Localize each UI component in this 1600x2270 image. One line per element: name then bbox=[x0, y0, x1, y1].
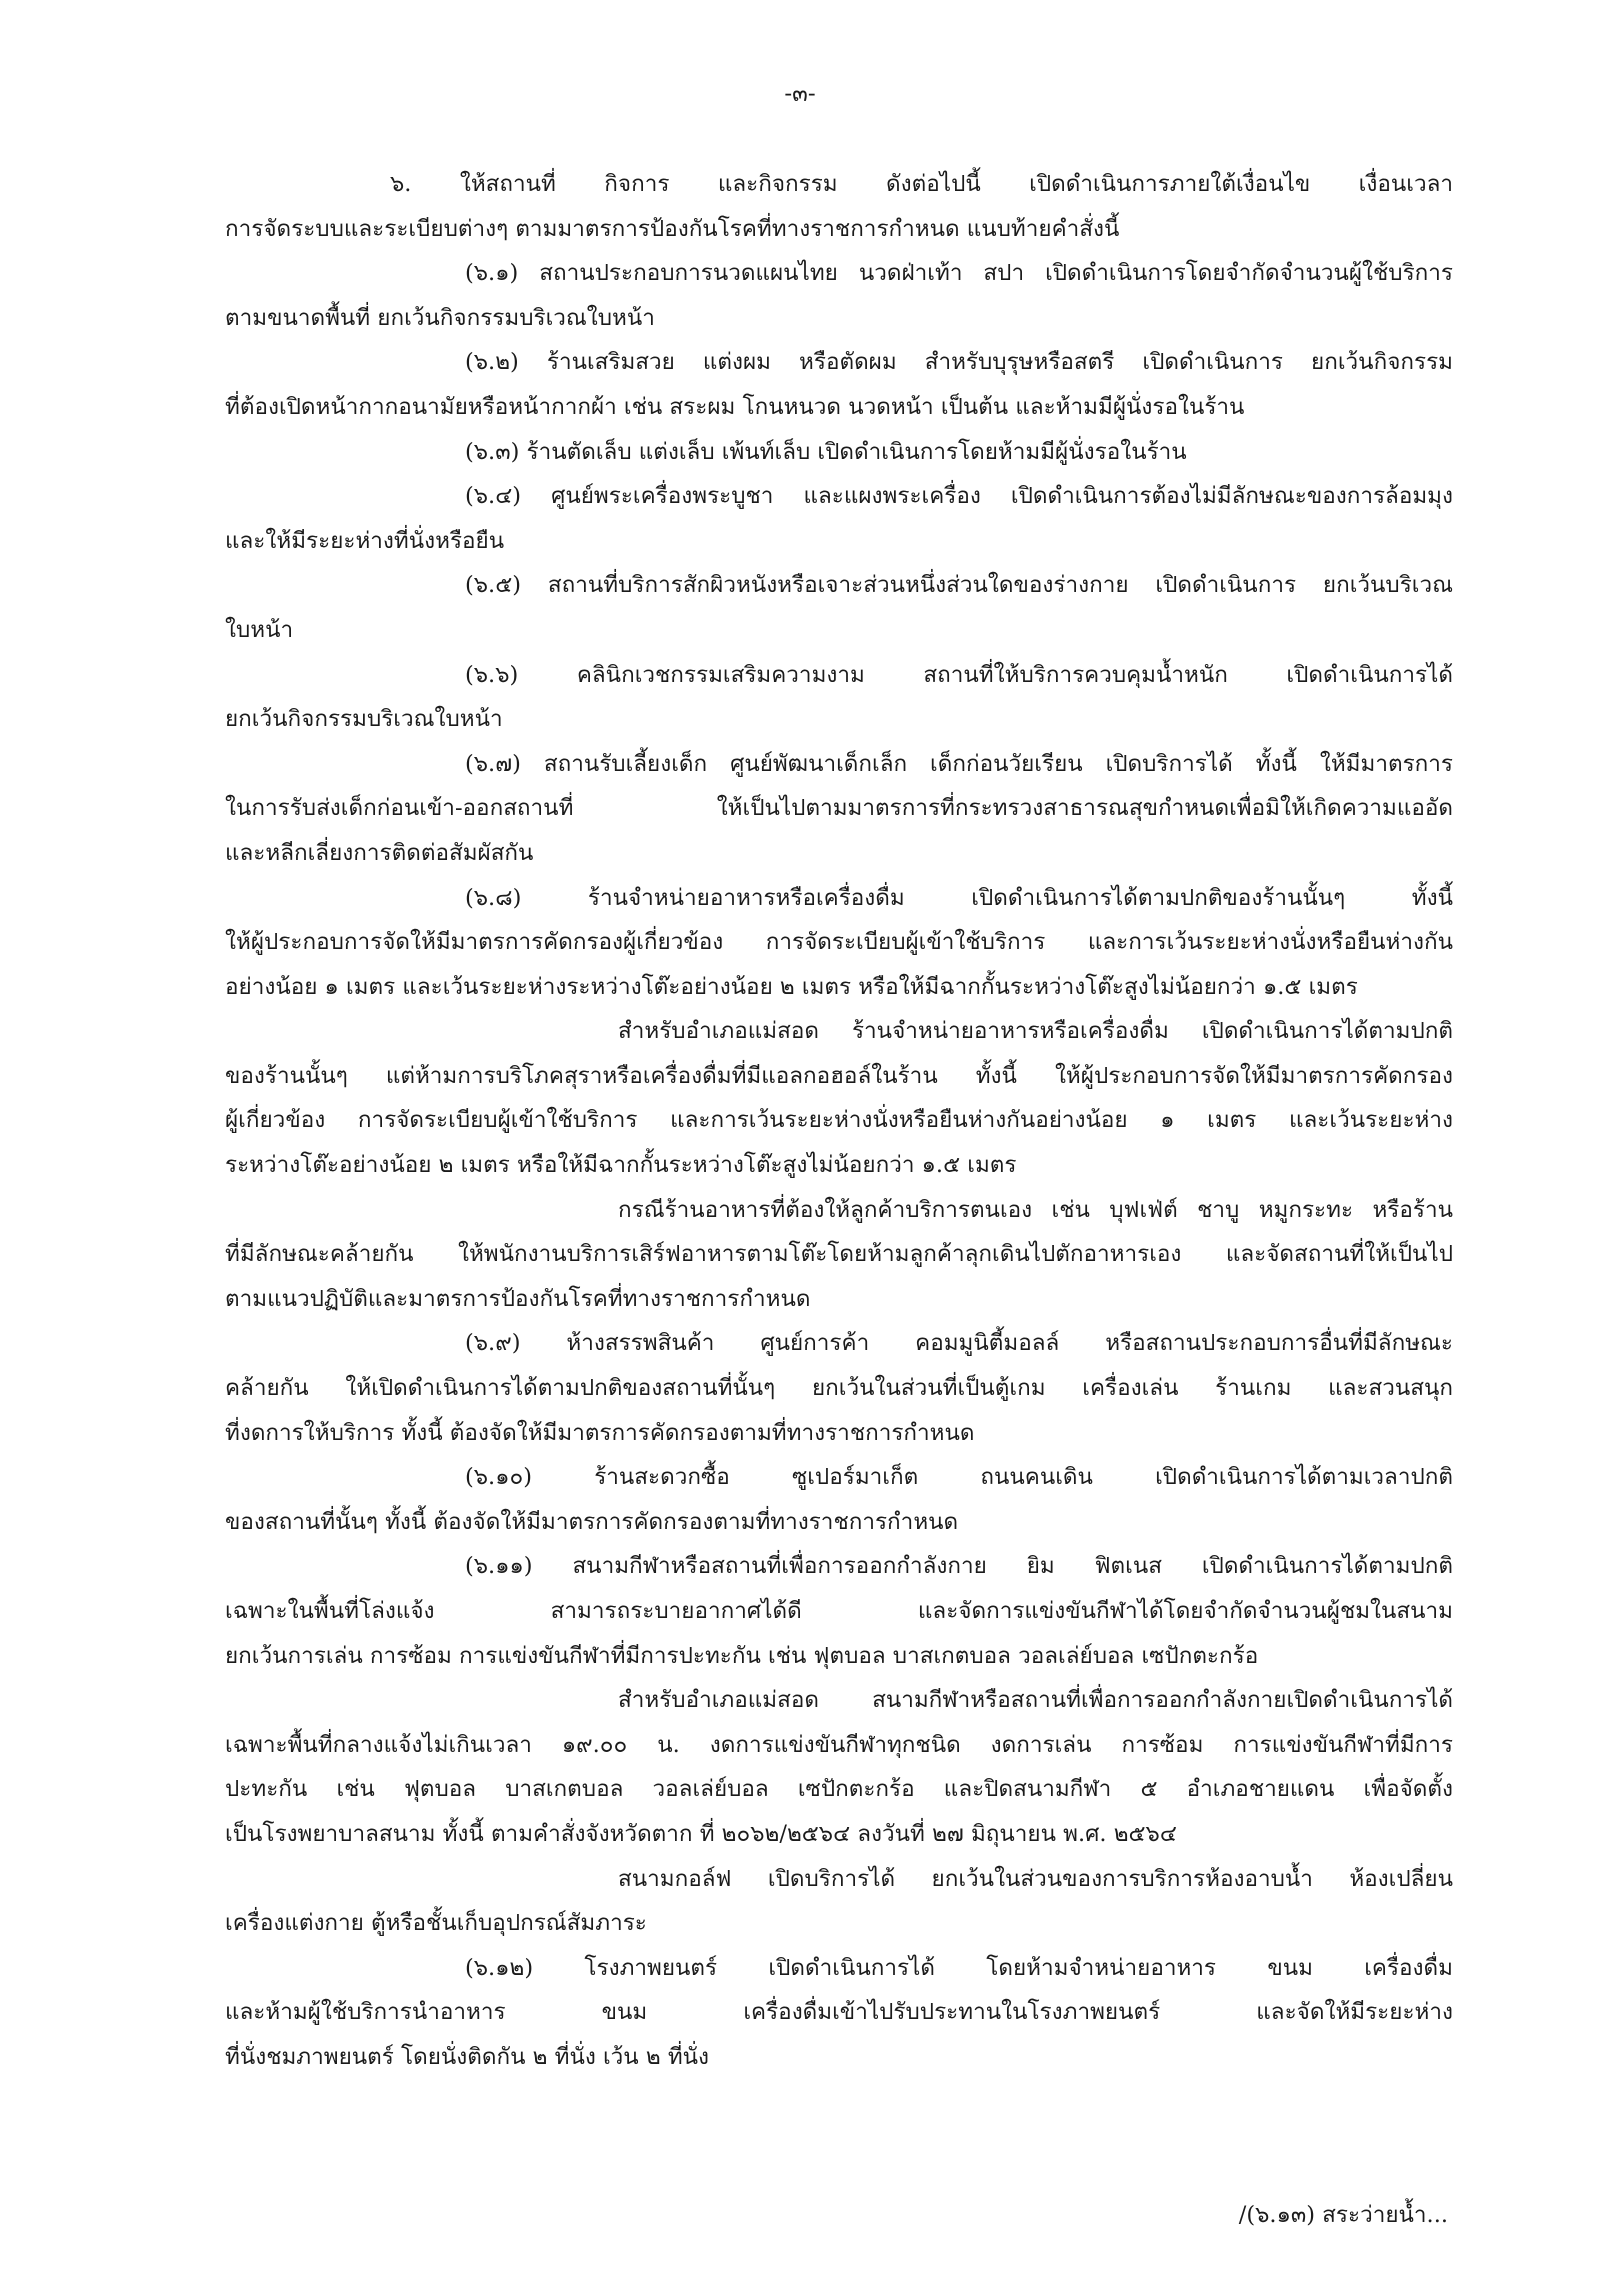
text-line: ที่ต้องเปิดหน้ากากอนามัยหรือหน้ากากผ้า เช่น สระผม โกนหนวด นวดหน้า เป็นต้น และห้ามมีผู้นั่งรอในร้าน bbox=[225, 393, 1245, 420]
text-line: ที่นั่งชมภาพยนตร์ โดยนั่งติดกัน ๒ ที่นั่ง เว้น ๒ ที่นั่ง bbox=[225, 2043, 710, 2070]
text-line: (๖.๓) ร้านตัดเล็บ แต่งเล็บ เพ้นท์เล็บ เปิดดำเนินการโดยห้ามมีผู้นั่งรอในร้าน bbox=[465, 438, 1187, 465]
text-line: (๖.๑๑) สนามกีฬาหรือสถานที่เพื่อการออกกำลังกาย ยิม ฟิตเนส เปิดดำเนินการได้ตามปกติ bbox=[465, 1553, 1453, 1580]
text-line: ตามขนาดพื้นที่ ยกเว้นกิจกรรมบริเวณใบหน้า bbox=[225, 304, 655, 331]
text-line: และหลีกเลี่ยงการติดต่อสัมผัสกัน bbox=[225, 839, 534, 866]
document-body bbox=[225, 162, 1453, 2080]
text-line: (๖.๑๐) ร้านสะดวกซื้อ ซูเปอร์มาเก็ต ถนนคนเดิน เปิดดำเนินการได้ตามเวลาปกติ bbox=[465, 1464, 1453, 1491]
continuation-marker: /(๖.๑๓) สระว่ายน้ำ... bbox=[1238, 2202, 1448, 2228]
text-line: เฉพาะพื้นที่กลางแจ้งไม่เกินเวลา ๑๙.๐๐ น. งดการแข่งขันกีฬาทุกชนิด งดการเล่น การซ้อม การแข่งขันกีฬาที่มีการ bbox=[225, 1731, 1453, 1758]
text-line: (๖.๒) ร้านเสริมสวย แต่งผม หรือตัดผม สำหรับบุรุษหรือสตรี เปิดดำเนินการ ยกเว้นกิจกรรม bbox=[465, 349, 1453, 376]
text-line: ของสถานที่นั้นๆ ทั้งนี้ ต้องจัดให้มีมาตรการคัดกรองตามที่ทางราชการกำหนด bbox=[225, 1508, 959, 1535]
text-line: (๖.๙) ห้างสรรพสินค้า ศูนย์การค้า คอมมูนิตี้มอลล์ หรือสถานประกอบการอื่นที่มีลักษณะ bbox=[465, 1330, 1453, 1357]
text-line: ใบหน้า bbox=[225, 616, 294, 643]
text-line: ที่งดการให้บริการ ทั้งนี้ ต้องจัดให้มีมาตรการคัดกรองตามที่ทางราชการกำหนด bbox=[225, 1419, 975, 1446]
text-line: เป็นโรงพยาบาลสนาม ทั้งนี้ ตามคำสั่งจังหวัดตาก ที่ ๒๐๖๒/๒๕๖๔ ลงวันที่ ๒๗ มิถุนายน พ.ศ. ๒๕๖๔ bbox=[225, 1820, 1177, 1847]
text-line: ในการรับส่งเด็กก่อนเข้า-ออกสถานที่ ให้เป็นไปตามมาตรการที่กระทรวงสาธารณสุขกำหนดเพื่อมิให้เกิดความแออัด bbox=[225, 795, 1453, 822]
text-line: คล้ายกัน ให้เปิดดำเนินการได้ตามปกติของสถานที่นั้นๆ ยกเว้นในส่วนที่เป็นตู้เกม เครื่องเล่น ร้านเกม และสวนสนุก bbox=[225, 1375, 1453, 1402]
text-line: ให้ผู้ประกอบการจัดให้มีมาตรการคัดกรองผู้เกี่ยวข้อง การจัดระเบียบผู้เข้าใช้บริการ และการเว้นระยะห่างนั่งหรือยืนห่างกัน bbox=[225, 929, 1453, 956]
text-line: ยกเว้นกิจกรรมบริเวณใบหน้า bbox=[225, 706, 503, 733]
text-line: (๖.๑) สถานประกอบการนวดแผนไทย นวดฝ่าเท้า สปา เปิดดำเนินการโดยจำกัดจำนวนผู้ใช้บริการ bbox=[465, 260, 1453, 287]
text-line: ระหว่างโต๊ะอย่างน้อย ๒ เมตร หรือให้มีฉากกั้นระหว่างโต๊ะสูงไม่น้อยกว่า ๑.๕ เมตร bbox=[225, 1152, 1017, 1179]
text-line: สำหรับอำเภอแม่สอด ร้านจำหน่ายอาหารหรือเครื่องดื่ม เปิดดำเนินการได้ตามปกติ bbox=[618, 1018, 1453, 1045]
text-line: สำหรับอำเภอแม่สอด สนามกีฬาหรือสถานที่เพื่อการออกกำลังกายเปิดดำเนินการได้ bbox=[618, 1687, 1453, 1714]
text-line: ของร้านนั้นๆ แต่ห้ามการบริโภคสุราหรือเครื่องดื่มที่มีแอลกอฮอล์ในร้าน ทั้งนี้ ให้ผู้ประกอบการจัดให้มีมาตรการคัดกรอง bbox=[225, 1062, 1453, 1089]
text-line: (๖.๕) สถานที่บริการสักผิวหนังหรือเจาะส่วนหนึ่งส่วนใดของร่างกาย เปิดดำเนินการ ยกเว้นบริเวณ bbox=[465, 572, 1453, 599]
text-line: กรณีร้านอาหารที่ต้องให้ลูกค้าบริการตนเอง เช่น บุฟเฟ่ต์ ชาบู หมูกระทะ หรือร้าน bbox=[618, 1196, 1453, 1223]
text-line: การจัดระบบและระเบียบต่างๆ ตามมาตรการป้องกันโรคที่ทางราชการกำหนด แนบท้ายคำสั่งนี้ bbox=[225, 215, 1120, 242]
text-line: ยกเว้นการเล่น การซ้อม การแข่งขันกีฬาที่มีการปะทะกัน เช่น ฟุตบอล บาสเกตบอล วอลเล่ย์บอล เซปักตะกร้อ bbox=[225, 1642, 1259, 1669]
text-line: (๖.๑๒) โรงภาพยนตร์ เปิดดำเนินการได้ โดยห้ามจำหน่ายอาหาร ขนม เครื่องดื่ม bbox=[465, 1954, 1453, 1981]
text-line: ผู้เกี่ยวข้อง การจัดระเบียบผู้เข้าใช้บริการ และการเว้นระยะห่างนั่งหรือยืนห่างกันอย่างน้อย ๑ เมตร และเว้นระยะห่าง bbox=[225, 1107, 1453, 1134]
text-line: (๖.๖) คลินิกเวชกรรมเสริมความงาม สถานที่ให้บริการควบคุมน้ำหนัก เปิดดำเนินการได้ bbox=[465, 661, 1453, 688]
text-line: อย่างน้อย ๑ เมตร และเว้นระยะห่างระหว่างโต๊ะอย่างน้อย ๒ เมตร หรือให้มีฉากกั้นระหว่างโต๊ะสูงไม่น้อยกว่า ๑.๕ เมตร bbox=[225, 973, 1358, 1000]
page-number: -๓- bbox=[784, 81, 816, 107]
text-line: และให้มีระยะห่างที่นั่งหรือยืน bbox=[225, 527, 505, 554]
text-line: ๖. ให้สถานที่ กิจการ และกิจกรรม ดังต่อไปนี้ เปิดดำเนินการภายใต้เงื่อนไข เงื่อนเวลา bbox=[390, 171, 1453, 197]
text-line: (๖.๗) สถานรับเลี้ยงเด็ก ศูนย์พัฒนาเด็กเล็ก เด็กก่อนวัยเรียน เปิดบริการได้ ทั้งนี้ ให้มีมาตรการ bbox=[465, 750, 1453, 777]
text-line: ที่มีลักษณะคล้ายกัน ให้พนักงานบริการเสิร์ฟอาหารตามโต๊ะโดยห้ามลูกค้าลุกเดินไปตักอาหารเอง และจัดสถานที่ให้เป็นไป bbox=[225, 1241, 1453, 1268]
text-line: เครื่องแต่งกาย ตู้หรือชั้นเก็บอุปกรณ์สัมภาระ bbox=[225, 1910, 647, 1937]
text-line: สนามกอล์ฟ เปิดบริการได้ ยกเว้นในส่วนของการบริการห้องอาบน้ำ ห้องเปลี่ยน bbox=[618, 1865, 1453, 1892]
text-line: (๖.๔) ศูนย์พระเครื่องพระบูชา และแผงพระเครื่อง เปิดดำเนินการต้องไม่มีลักษณะของการล้อมมุง bbox=[465, 483, 1453, 510]
text-line: และห้ามผู้ใช้บริการนำอาหาร ขนม เครื่องดื่มเข้าไปรับประทานในโรงภาพยนตร์ และจัดให้มีระยะห่าง bbox=[225, 1999, 1453, 2026]
text-line: ตามแนวปฏิบัติและมาตรการป้องกันโรคที่ทางราชการกำหนด bbox=[225, 1285, 811, 1312]
text-line: เฉพาะในพื้นที่โล่งแจ้ง สามารถระบายอากาศได้ดี และจัดการแข่งขันกีฬาได้โดยจำกัดจำนวนผู้ชมในสนาม bbox=[225, 1598, 1453, 1624]
text-line: (๖.๘) ร้านจำหน่ายอาหารหรือเครื่องดื่ม เปิดดำเนินการได้ตามปกติของร้านนั้นๆ ทั้งนี้ bbox=[465, 884, 1453, 911]
text-line: ปะทะกัน เช่น ฟุตบอล บาสเกตบอล วอลเล่ย์บอล เซปักตะกร้อ และปิดสนามกีฬา ๕ อำเภอชายแดน เพื่อจัดตั้ง bbox=[225, 1776, 1453, 1803]
